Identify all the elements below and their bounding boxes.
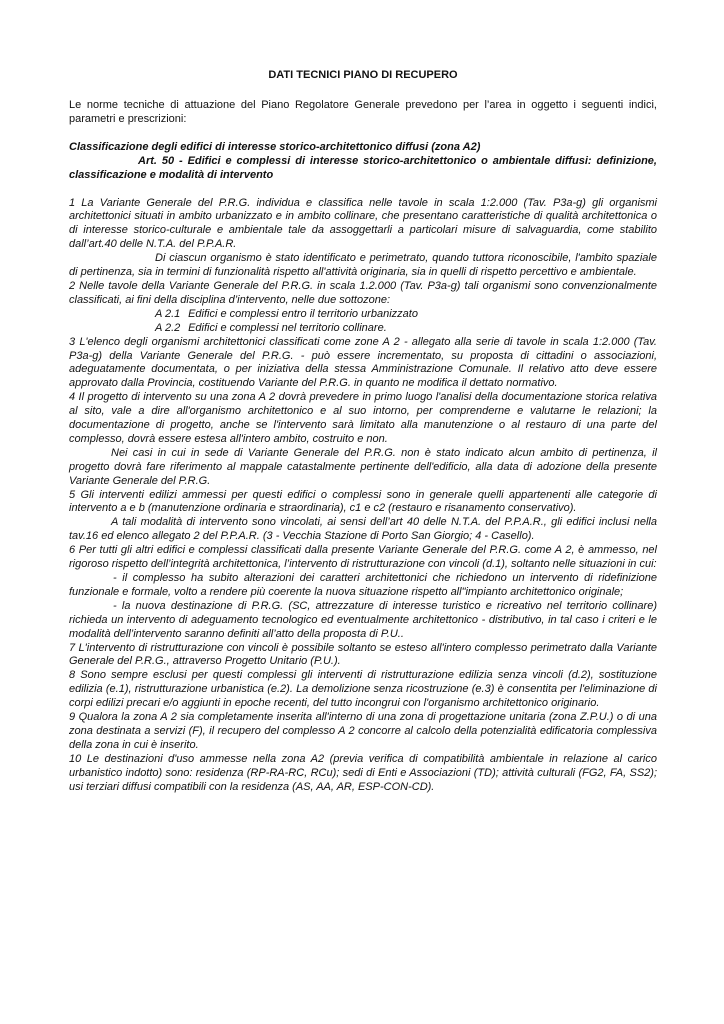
intro-paragraph: Le norme tecniche di attuazione del Piano Regolatore Generale prevedono per l’area in oggetto i seguenti indici, parametri e prescrizioni: [69, 99, 657, 125]
article-heading: Art. 50 - Edifici e complessi di interesse storico-architettonico o ambientale diffusi: definizione, classificazione e modalità di intervento [69, 154, 657, 181]
paragraph-9: 9 Qualora la zona A 2 sia completamente inserita all'interno di una zona di progettazione unitaria (zona Z.P.U.) o di una zona destinata a servizi (F), il recupero del complesso A 2 concorre al calcolo della potenzialità edificatoria complessiva della zona in cui è inserito. [69, 711, 657, 751]
subzone-item [69, 322, 657, 336]
paragraph-1b: Di ciascun organismo è stato identificato e perimetrato, quando tuttora riconoscibile, l'ambito spaziale di pertinenza, sia in termini di funzionalità rispetto all'attività originaria, sia in quelli di rispetto percettivo e ambientale. [69, 252, 657, 279]
paragraph-7: 7 L'intervento di ristrutturazione con vincoli è possibile soltanto se esteso all'intero complesso perimetrato dalla Variante Generale del P.R.G., attraverso Progetto Unitario (P.U.). [69, 641, 657, 668]
subzone-text: Edifici e complessi entro il territorio urbanizzato [188, 307, 418, 320]
subzone-code: A 2.1 [155, 307, 181, 320]
paragraph-6b: - la nuova destinazione di P.R.G. (SC, attrezzature di interesse turistico e ricreativo nel territorio collinare) richieda un intervento di adeguamento tecnologico ed eventualmente architettonico - distributivo, in tal caso i criteri e le modalità dell’intervento saranno definiti all’atto della proposta di P.U.. [69, 599, 657, 640]
subzone-code: A 2.2 [155, 321, 181, 334]
paragraph-5: 5 Gli interventi edilizi ammessi per questi edifici o complessi sono in generale quelli appartenenti alle categorie di intervento a e b (manutenzione ordinaria e straordinaria), c1 e c2 (restauro e risanamento conservativo). [69, 488, 657, 515]
paragraph-5b: A tali modalità di intervento sono vincolati, ai sensi dell’art 40 delle N.T.A. del P.P.A.R., gli edifici inclusi nella tav.16 ed elenco allegato 2 del P.P.A.R. (3 - Vecchia Stazione di Porto San Giorgio; 4 - Casello). [69, 516, 657, 543]
paragraph-4: 4 Il progetto di intervento su una zona A 2 dovrà prevedere in primo luogo l'analisi della documentazione storica relativa al sito, vale a dire all'organismo architettonico e al suo intorno, per comprenderne e valutarne le relazioni; la documentazione di progetto, anche se l'intervento sarà limitato alla manutenzione o al restauro di una parte del complesso, dovrà essere estesa all'intero ambito, costruito e non. [69, 391, 657, 445]
paragraph-10: 10 Le destinazioni d'uso ammesse nella zona A2 (previa verifica di compatibilità ambientale in relazione al carico urbanistico indotto) sono: residenza (RP-RA-RC, RCu); sedi di Enti e Associazioni (TD); attività culturali (FG2, FA, SS2); usi terziari diffusi compatibili con la residenza (AS, AA, AR, ESP-CON-CD). [69, 752, 657, 793]
subzone-item [69, 308, 657, 322]
paragraph-2: 2 Nelle tavole della Variante Generale del P.R.G. in scala 1.2.000 (Tav. P3a-g) tali organismi sono convenzionalmente classificati, ai fini della disciplina d’intervento, nelle due sottozone: [69, 279, 657, 306]
paragraph-3: 3 L'elenco degli organismi architettonici classificati come zone A 2 - allegato alla serie di tavole in scala 1:2.000 (Tav. P3a-g) della Variante Generale del P.R.G. - può essere incrementato, su proposta di cittadini o associazioni, adeguatamente documentata, o per iniziativa della stessa Amministrazione Comunale. Il relativo atto deve essere approvato dalla Provincia, costituendo Variante del P.R.G. in quanto ne modifica il dettato normativo. [69, 335, 657, 390]
paragraph-6: 6 Per tutti gli altri edifici e complessi classificati dalla presente Variante Generale del P.R.G. come A 2, è ammesso, nel rigoroso rispetto dell’integrità architettonica, l’intervento di ristrutturazione con vincoli (d.1), soltanto nelle situazioni in cui: [69, 544, 657, 571]
classification-heading: Classificazione degli edifici di interesse storico-architettonico diffusi (zona A2) [69, 140, 481, 153]
document-title: DATI TECNICI PIANO DI RECUPERO [268, 69, 458, 81]
paragraph-6a: - il complesso ha subito alterazioni dei caratteri architettonici che richiedono un intervento di ridefinizione funzionale e formale, volto a rendere più coerente la nuova situazione rispetto all"impianto architettonico originale; [69, 572, 657, 598]
paragraph-8: 8 Sono sempre esclusi per questi complessi gli interventi di ristrutturazione edilizia senza vincoli (d.2), sostituzione edilizia (e.1), ristrutturazione urbanistica (e.2). La demolizione senza ricostruzione (e.3) è consentita per l'eliminazione di corpi edilizi precari e/o aggiunti in epoche recenti, del tutto incongrui con l'organismo architettonico originario. [69, 669, 657, 710]
paragraph-1: 1 La Variante Generale del P.R.G. individua e classifica nelle tavole in scala 1:2.000 (Tav. P3a-g) gli organismi architettonici situati in ambito urbanizzato e in ambito collinare, che presentano caratteristiche di qualità architettonica o di interesse storico-culturale e ambientale tale da assoggettarli a particolari misure di salvaguardia, come stabilito dall’art.40 delle N.T.A. del P.P.A.R. [69, 196, 657, 251]
subzone-text: Edifici e complessi nel territorio collinare. [188, 321, 387, 334]
paragraph-4b: Nei casi in cui in sede di Variante Generale del P.R.G. non è stato indicato alcun ambito di pertinenza, il progetto dovrà fare riferimento al mappale catastalmente pertinente dell'edificio, alla data di adozione della presente Variante Generale del P.R.G. [69, 446, 657, 487]
